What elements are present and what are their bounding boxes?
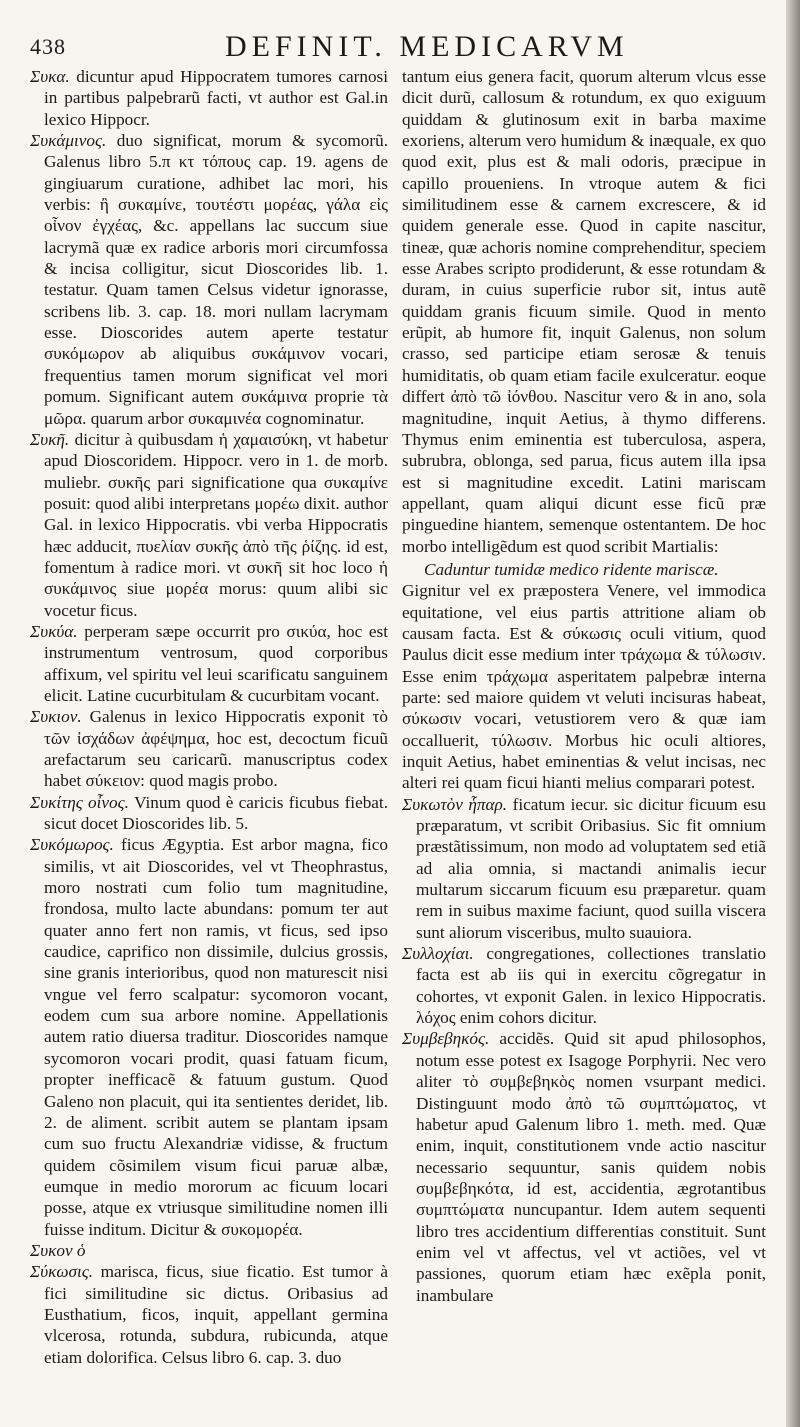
left-column [30,66,388,1368]
martial-verse: Caduntur tumidæ medico ridente mariscæ. [424,559,719,579]
running-title: DEFINIT. MEDICARVM [225,30,629,63]
book-spine-edge [786,0,800,1427]
entry-text: accidẽs. Quid sit apud philosophos, notum esse potest ex Isagoge Porphyrii. Nec vero aliter τὸ συμβεβηκὸς nomen vsurpant medici. Distinguunt modo ἀπὸ τῶ συμπτώματος, vt habetur apud Galenum libro 1. meth. med. Quæ enim, inquit, constitutionem vnde actio nascitur necessario sequuntur, sanis quidem nobis συμβεβηκότα, id est, accidentia, ægrotantibus συμπτώματα nuncupantur. Idem autem sequenti libro tres accidentium differentias constituit. Sunt enim vel vt affectus, vel vt actiões, vel vt passiones, quorum etiam hæc exẽpla ponit, inambulare [416,1029,766,1305]
dictionary-entry [30,1240,388,1261]
dictionary-entry [30,130,388,429]
right-column [402,66,766,1306]
entry-lemma: Συλλοχίαι. [402,944,474,964]
entry-lemma: Συκίτης οἶνος. [30,792,129,812]
dictionary-entry [30,706,388,791]
entry-lemma: Συκωτὸν ἧπαρ. [402,794,508,814]
entry-text: perperam sæpe occurrit pro σικύα, hoc est instrumentum ventrosum, quod corporibus affixum, vel spiritu vel leui scarificatu sanguinem elicit. Latine cucurbitulam & cucurbitam vocant. [44,621,389,705]
entry-lemma: Συκόμωρος. [30,835,114,855]
dictionary-entry [402,943,766,1028]
entry-text: marisca, ficus, siue ficatio. Est tumor à fici similitudine sic dictus. Oribasius ad Eusthatium, ficos, inquit, appellant germina vlcerosa, rotunda, subdura, rubicunda, atque etiam dolorifica. Celsus libro 6. cap. 3. duo [44,1262,388,1367]
entry-text: dicuntur apud Hippocratem tumores carnosi in partibus palpebrarũ facti, vt author est Gal.in lexico Hippocr. [44,67,389,129]
entry-text: dicitur à quibusdam ἡ χαμαισύκη, vt habetur apud Dioscoridem. Hippocr. vero in 1. de morb. muliebr. συκῆς pari significatione qua συκαμίνε posuit: quod alibi interpretans μορέω dixit. author Gal. in lexico Hippocratis. vbi verba Hippocratis hæc adducit, πυελίαν συκῆς ἀπὸ τῆς ῥίζης. id est, fomentum à radice mori. vt συκῆ sit hoc loco ἡ συκάμινος siue μορέα morus: quum alibi sic vocetur ficus. [44,429,388,620]
entry-lemma: Συμβεβηκός. [402,1029,490,1049]
entry-text: Vinum quod è caricis ficubus fiebat. sicut docet Dioscorides lib. 5. [44,792,388,834]
dictionary-entry [30,792,388,835]
dictionary-entry [30,66,388,130]
entry-text: Galenus in lexico Hippocratis exponit τὸ τῶν ἰσχάδων ἀφέψημα, hoc est, decoctum ficuũ arefactarum seu caricarũ. manuscriptus codex habet σύκειον: quod magis probo. [44,707,388,791]
continued-entry-text: tantum eius genera facit, quorum alterum vlcus esse dicit durũ, callosum & rotundum, ex quo exiguum quiddam & glutinosum exit in barba maxime exoriens, alterum vero humidum & inæquale, ex quo quod exit, plus est & mali odoris, præcipue in capillo proueniens. In vtroque autem & fici similitudinem esse & carnem excrescere, & id quidem generale esse. Quod in capite nascitur, tineæ, quæ achoris nomine comprehenditur, speciem esse Arabes scripto prodiderunt, & esse rotundam & duram, in cuius superficie rubor sit, intus autẽ quiddam granis ficuum simile. Quod in mento erũpit, ab humore fit, inquit Galenus, non solum crasso, sed participe etiam serosæ & tenuis humiditatis, ob quam etiam facile exulceratur. eoque differt ἀπὸ τῶ ἰόνθου. Nascitur vero & in ano, sola magnitudine, inquit Aetius, à thymo differens. Thymus enim eminentia est tuberculosa, aspera, subrubra, oblonga, sed parua, ficus autem illa ipsa est si magnitudine excedit. Latini mariscam appellant, quam aliqui dicunt esse ficũ præ pinguedine hiantem, semenque ostentantem. De hoc morbo intelligẽdum est quod scribit Martialis: [402,67,766,556]
entry-lemma: Σύκωσις. [30,1262,94,1282]
right-entries [402,794,766,1306]
entry-text: ficus Ægyptia. Est arbor magna, fico similis, vt ait Dioscorides, vel vt Theophrastus, moro nostrati cum folio tum magnitudine, frondosa, multo lacte abundans: pomum ter aut quater anno fert non ramis, vt ficus, sed ipso caudice, caprifico non dissimile, dulcius grossis, sine granis interioribus, quod non maturescit nisi vngue vel ferro scalpatur: sycomoron vocant, eodem cum sua arbore nomine. Appellationis autem ratio diuersa traditur. Dioscorides namque sycomoron vocari prodit, quasi fatuam ficum, propter inefficacẽ & fatuum gustum. Quod Galeno non placuit, qui ita sentientes deridet, lib. 2. de aliment. scribit autem se plantam ipsam cum suo fructu Alexandriæ vidisse, & fructum quidem cõsimilem visum ficui paruæ albæ, eumque in medio mororum ac ficuum locari posse, atque ex vtriusque similitudine nomen illi fuisse inditum. Dicitur & συκομορέα. [44,835,389,1239]
entry-lemma: Συκῆ. [30,429,70,449]
dictionary-entry [30,1261,388,1368]
entry-lemma: Συκιον. [30,707,82,727]
entry-lemma: Συκάμινος. [30,131,107,151]
page-number: 438 [30,34,66,59]
dictionary-entry [30,429,388,621]
dictionary-entry [402,794,766,943]
dictionary-entry [402,1028,766,1305]
entry-lemma: Συκα. [30,67,70,86]
entry-text: ficatum iecur. sic dicitur ficuum esu præparatum, vt scribit Oribasius. Sic fit omnium præstãtissimum, non modo ad voluptatem sed etiã ad alia omnia, si mactandi animalis iecur multarum siccarum ficuum esu præparetur. quam rem in suibus maxime faciunt, quod suilla viscera sunt aliorum visceribus, multo suauiora. [416,794,766,942]
entry-text: duo significat, morum & sycomorũ. Galenus libro 5.π κτ τόπους cap. 19. agens de gingiuarum curatione, adhibet lac mori, his verbis: ἢ συκαμίνε, τουτέστι μορέας, γάλα εἰς οἶνον ἐγχέας, &c. appellans lac succum siue lacrymã quæ ex radice arboris mori circumfossa & incisa colligitur, sicut Dioscorides lib. 1. testatur. Quam tamen Celsus videtur ignorasse, scribens lib. 3. cap. 18. mori nullam lacrymam esse. Dioscorides autem aperte testatur συκόμωρον ab aliquibus συκάμινον vocari, frequentius tamen morum significat vel mori pomum. Significant autem συκάμινα proprie τὰ μῶρα. quarum arbor συκαμινέα cognominatur. [44,131,388,428]
entry-lemma: Συκον ὁ [30,1240,86,1260]
running-head [30,30,770,68]
continued-entry-text: Gignitur vel ex præpostera Venere, vel immodica equitatione, vel eius partis attritione aliam ob causam facta. Est & σύκωσις oculi vitium, quod Paulus dicit esse medium inter τράχωμα & τύλωσιν. Esse enim τράχωμα asperitatem palpebræ interna parte: sed maiore quidem vt veluti incisuras habeat, σύκωσιν vocari, vetustiorem vero & quæ iam occalluerit, τύλωσιν. Morbus hic oculi altiores, inquit Aetius, habet eminentias & velut incisas, nec alteri rei quam ficui hianti melius comparari potest. [402,581,766,793]
entry-lemma: Συκύα. [30,621,78,641]
dictionary-entry [30,834,388,1240]
dictionary-entry [30,621,388,706]
entry-text: congregationes, collectiones translatio facta est ab iis qui in exercitu cõgregatur in cohortes, vt exponit Galen. in lexico Hippocratis. λόχος enim cohors dicitur. [416,944,766,1028]
